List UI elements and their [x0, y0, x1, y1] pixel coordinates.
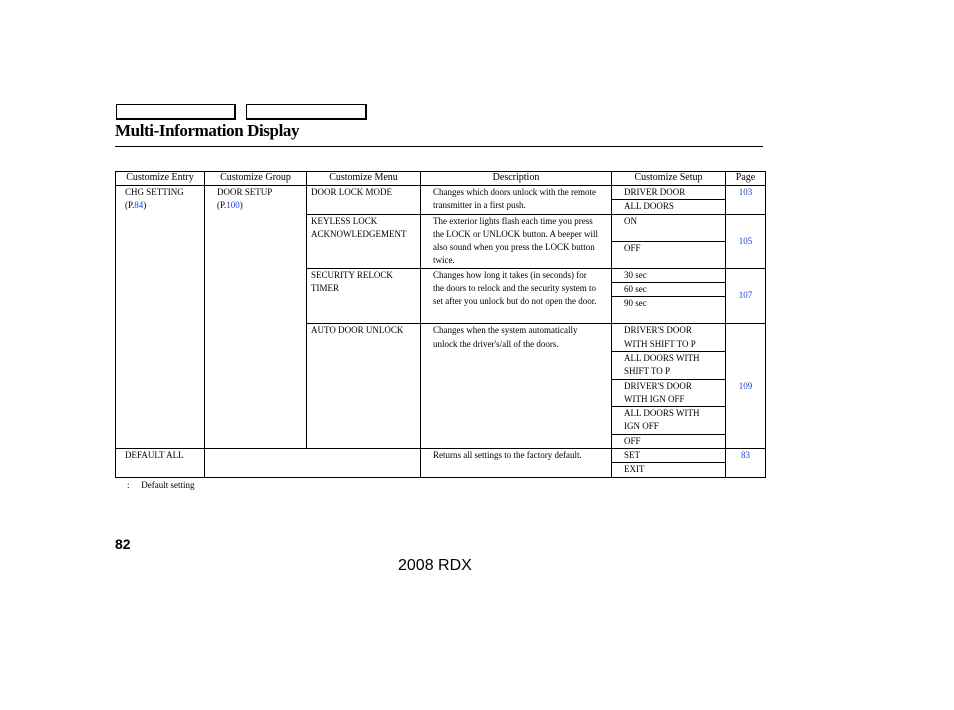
desc-door-lock-mode: Changes which doors unlock with the remote transmitter in a first push. [421, 186, 612, 215]
group-cell-door-setup [205, 186, 307, 449]
menu-door-lock-mode: DOOR LOCK MODE [307, 186, 421, 215]
header-customize-group: Customize Group [205, 172, 307, 186]
page-ref-security-relock[interactable]: 107 [726, 268, 766, 324]
header-customize-setup: Customize Setup [612, 172, 726, 186]
setup-option: EXIT [612, 463, 726, 477]
setup-option: DRIVER'S DOOR WITH SHIFT TO P [612, 324, 726, 352]
header-tab-box-1 [116, 104, 236, 120]
setup-option: DRIVER'S DOOR WITH IGN OFF [612, 379, 726, 407]
setup-option: ALL DOORS [612, 200, 726, 214]
header-page: Page [726, 172, 766, 186]
legend-mark: : [127, 480, 130, 490]
page-ref-auto-door-unlock[interactable]: 109 [726, 324, 766, 449]
page-number: 82 [115, 536, 131, 552]
entry-cell-chg-setting [116, 186, 205, 449]
setup-option: OFF [612, 241, 726, 268]
table-row [116, 186, 766, 200]
desc-security-relock: Changes how long it takes (in seconds) for the doors to relock and the security system to set after you unlock but do not open the door. [421, 268, 612, 324]
legend-text: Default setting [141, 480, 195, 490]
setup-option: OFF [612, 434, 726, 448]
customize-table [115, 171, 766, 478]
header-tab-box-2 [246, 104, 367, 120]
legend [127, 480, 195, 490]
page-title: Multi-Information Display [115, 121, 300, 140]
desc-auto-door-unlock: Changes when the system automatically unlock the driver's/all of the doors. [421, 324, 612, 449]
setup-option: DRIVER DOOR [612, 186, 726, 200]
menu-keyless-lock: KEYLESS LOCK ACKNOWLEDGEMENT [307, 214, 421, 268]
desc-default-all: Returns all settings to the factory default. [421, 449, 612, 478]
menu-security-relock: SECURITY RELOCK TIMER [307, 268, 421, 324]
model-footer: 2008 RDX [398, 557, 472, 574]
setup-option: SET [612, 449, 726, 463]
entry-default-all: DEFAULT ALL [116, 449, 205, 478]
group-door-setup: DOOR SETUP [217, 187, 273, 197]
table-header-row [116, 172, 766, 186]
header-customize-menu: Customize Menu [307, 172, 421, 186]
title-rule [115, 146, 763, 147]
header-description: Description [421, 172, 612, 186]
page-ref-default-all[interactable]: 83 [726, 449, 766, 478]
setup-option: 60 sec [612, 283, 726, 297]
setup-option: 30 sec [612, 268, 726, 282]
header-customize-entry: Customize Entry [116, 172, 205, 186]
setup-option: ALL DOORS WITH SHIFT TO P [612, 351, 726, 379]
desc-keyless-lock: The exterior lights flash each time you press the LOCK or UNLOCK button. A beeper will also sound when you press the LOCK button twice. [421, 214, 612, 268]
group-door-ref-link[interactable]: 100 [226, 200, 240, 211]
table-row [116, 449, 766, 463]
setup-option: ON [612, 214, 726, 241]
setup-option: ALL DOORS WITH IGN OFF [612, 407, 726, 435]
page-ref-door-lock-mode[interactable]: 103 [726, 186, 766, 215]
group-door-ref: (P.100) [217, 200, 243, 211]
entry-chg-ref-link[interactable]: 84 [134, 200, 144, 211]
entry-chg-setting: CHG SETTING [125, 187, 184, 197]
entry-chg-ref: (P.84) [125, 200, 147, 211]
setup-option: 90 sec [612, 297, 726, 324]
page-ref-keyless-lock[interactable]: 105 [726, 214, 766, 268]
empty-group-menu-cell [205, 449, 421, 478]
menu-auto-door-unlock: AUTO DOOR UNLOCK [307, 324, 421, 449]
